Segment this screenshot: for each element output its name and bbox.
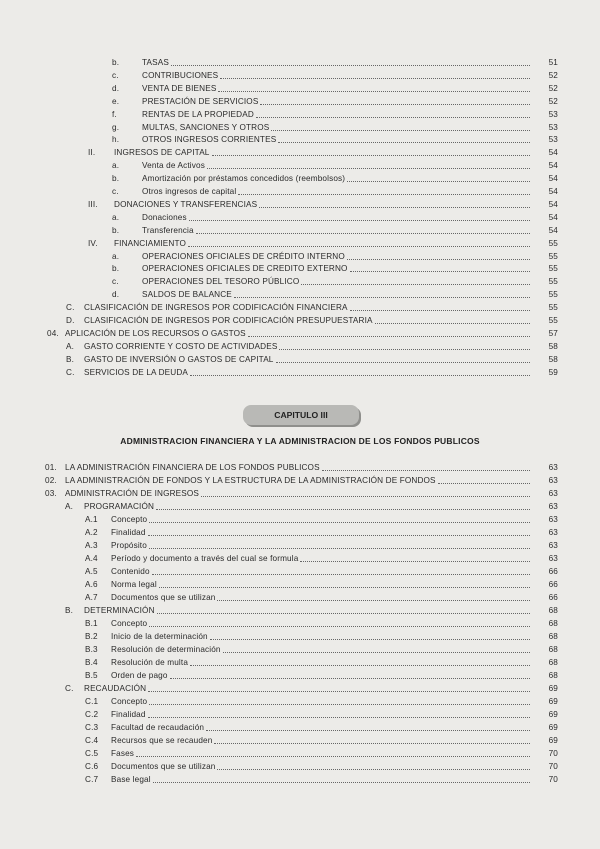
toc-entry-title: Fases <box>111 749 135 758</box>
toc-entry-title: DONACIONES Y TRANSFERENCIAS <box>114 199 258 209</box>
toc-entry-number: d. <box>112 83 120 93</box>
toc-entry-title: GASTO DE INVERSIÓN O GASTOS DE CAPITAL <box>84 354 274 364</box>
toc-entry <box>47 327 558 339</box>
toc-entry-page: 68 <box>548 671 558 680</box>
toc-entry <box>85 643 558 655</box>
dot-leader <box>279 348 530 350</box>
dot-leader <box>218 90 530 92</box>
toc-entry <box>112 133 558 145</box>
toc-entry-title: Donaciones <box>142 212 187 222</box>
toc-entry-number: C.6 <box>85 762 99 771</box>
toc-entry-page: 53 <box>548 135 558 145</box>
toc-entry <box>66 366 558 378</box>
dot-leader <box>300 560 530 562</box>
dot-leader <box>217 599 530 601</box>
toc-entry-number: C. <box>66 303 75 313</box>
toc-entry-title: FINANCIAMIENTO <box>114 238 187 248</box>
toc-entry-title: Concepto <box>111 697 148 706</box>
toc-entry-page: 55 <box>548 277 558 287</box>
toc-entry-page: 66 <box>548 593 558 602</box>
toc-entry-number: C.7 <box>85 775 99 784</box>
dot-leader <box>214 742 530 744</box>
toc-entry-page: 63 <box>548 515 558 524</box>
toc-entry <box>85 747 558 759</box>
toc-entry-title: Recursos que se recauden <box>111 736 213 745</box>
toc-entry-number: A.7 <box>85 593 98 602</box>
toc-entry-number: C. <box>66 367 75 377</box>
dot-leader <box>190 664 530 666</box>
toc-entry <box>66 353 558 365</box>
dot-leader <box>148 690 530 692</box>
toc-entry-number: C.5 <box>85 749 99 758</box>
toc-entry-number: 02. <box>45 476 57 485</box>
toc-entry <box>88 237 558 249</box>
dot-leader <box>171 64 530 66</box>
dot-leader <box>375 322 530 324</box>
toc-entry-number: A.2 <box>85 528 98 537</box>
dot-leader <box>234 296 530 298</box>
dot-leader <box>149 547 530 549</box>
dot-leader <box>149 625 530 627</box>
toc-entry-page: 68 <box>548 606 558 615</box>
toc-entry-page: 63 <box>548 528 558 537</box>
toc-entry <box>85 591 558 603</box>
toc-entry <box>112 121 558 133</box>
toc-entry <box>85 526 558 538</box>
dot-leader <box>260 103 530 105</box>
toc-entry <box>88 198 558 210</box>
toc-entry-title: Resolución de determinación <box>111 645 221 654</box>
toc-entry <box>85 630 558 642</box>
toc-entry-number: B.4 <box>85 658 98 667</box>
toc-entry-number: b. <box>112 264 120 274</box>
toc-entry-page: 58 <box>548 354 558 364</box>
dot-leader <box>159 586 530 588</box>
toc-entry-page: 68 <box>548 645 558 654</box>
toc-entry-page: 53 <box>548 109 558 119</box>
toc-entry-page: 69 <box>548 736 558 745</box>
toc-entry-title: DETERMINACIÓN <box>84 606 155 615</box>
toc-entry-title: SALDOS DE BALANCE <box>142 290 232 300</box>
toc-entry-title: Orden de pago <box>111 671 168 680</box>
toc-entry <box>65 500 558 512</box>
toc-entry-number: b. <box>112 58 120 67</box>
dot-leader <box>259 206 530 208</box>
toc-entry-number: c. <box>112 277 119 287</box>
toc-entry <box>85 773 558 785</box>
toc-entry-title: Contenido <box>111 567 150 576</box>
toc-entry-number: 01. <box>45 463 57 472</box>
toc-entry-title: Inicio de la determinación <box>111 632 208 641</box>
toc-entry-page: 63 <box>548 554 558 563</box>
toc-entry-number: A.6 <box>85 580 98 589</box>
dot-leader <box>206 729 530 731</box>
toc-entry-number: A.4 <box>85 554 98 563</box>
dot-leader <box>238 193 530 195</box>
dot-leader <box>223 651 530 653</box>
dot-leader <box>190 374 530 376</box>
toc-entry <box>66 314 558 326</box>
toc-entry-title: OPERACIONES OFICIALES DE CRÉDITO INTERNO <box>142 251 345 261</box>
toc-entry <box>85 617 558 629</box>
toc-entry-number: c. <box>112 187 119 196</box>
toc-entry <box>66 340 558 352</box>
toc-entry-title: LA ADMINISTRACIÓN FINANCIERA DE LOS FONDOS PUBLICOS <box>65 463 320 472</box>
toc-entry <box>85 721 558 733</box>
toc-entry-title: Venta de Activos <box>142 161 205 171</box>
toc-entry-page: 70 <box>548 749 558 758</box>
toc-entry <box>65 604 558 616</box>
toc-entry <box>85 695 558 707</box>
toc-entry-number: b. <box>112 174 120 184</box>
toc-entry <box>112 108 558 120</box>
dot-leader <box>217 768 530 770</box>
toc-entry-page: 52 <box>548 83 558 93</box>
toc-entry-page: 53 <box>548 122 558 132</box>
toc-entry-title: TASAS <box>142 58 169 67</box>
toc-entry-number: A.5 <box>85 567 98 576</box>
chapter-label-box <box>243 405 359 425</box>
dot-leader <box>350 270 530 272</box>
toc-entry <box>112 69 558 81</box>
toc-entry-title: Concepto <box>111 619 148 628</box>
toc-entry-title: ADMINISTRACIÓN DE INGRESOS <box>65 489 200 498</box>
toc-entry <box>112 185 558 197</box>
toc-entry <box>85 669 558 681</box>
toc-entry-page: 54 <box>548 225 558 235</box>
toc-entry <box>112 211 558 223</box>
dot-leader <box>207 167 530 169</box>
dot-leader <box>322 469 530 471</box>
toc-entry-number: A. <box>66 341 75 351</box>
toc-entry <box>45 487 558 499</box>
toc-entry-title: VENTA DE BIENES <box>142 83 217 93</box>
toc-entry-number: B. <box>65 606 74 615</box>
toc-entry <box>112 224 558 236</box>
toc-entry-number: a. <box>112 212 120 222</box>
dot-leader <box>212 154 530 156</box>
toc-entry-page: 55 <box>548 238 558 248</box>
toc-entry-number: g. <box>112 122 120 132</box>
toc-entry <box>112 95 558 107</box>
toc-entry-title: OTROS INGRESOS CORRIENTES <box>142 135 277 145</box>
toc-entry-title: Propósito <box>111 541 147 550</box>
toc-entry-number: A.1 <box>85 515 98 524</box>
toc-entry <box>112 56 558 68</box>
toc-entry <box>112 275 558 287</box>
toc-entry-page: 54 <box>548 174 558 184</box>
toc-entry <box>112 262 558 274</box>
dot-leader <box>220 77 530 79</box>
toc-entry <box>85 578 558 590</box>
toc-entry-page: 69 <box>548 684 558 693</box>
toc-entry-title: OPERACIONES OFICIALES DE CREDITO EXTERNO <box>142 264 348 274</box>
toc-entry-title: RENTAS DE LA PROPIEDAD <box>142 109 254 119</box>
toc-entry-title: MULTAS, SANCIONES Y OTROS <box>142 122 270 132</box>
toc-entry-page: 52 <box>548 70 558 80</box>
toc-entry-page: 54 <box>548 199 558 209</box>
dot-leader <box>438 482 530 484</box>
toc-entry-page: 55 <box>548 264 558 274</box>
toc-entry-title: Documentos que se utilizan <box>111 593 216 602</box>
toc-entry <box>85 656 558 668</box>
toc-entry-title: Concepto <box>111 515 148 524</box>
dot-leader <box>189 219 530 221</box>
toc-entry-page: 51 <box>548 58 558 67</box>
toc-entry <box>85 565 558 577</box>
toc-entry-title: INGRESOS DE CAPITAL <box>114 148 210 158</box>
toc-entry <box>112 172 558 184</box>
dot-leader <box>278 141 530 143</box>
toc-entry <box>66 301 558 313</box>
toc-entry-title: CLASIFICACIÓN DE INGRESOS POR CODIFICACIÓN FINANCIERA <box>84 303 348 313</box>
toc-entry-title: Facultad de recaudación <box>111 723 205 732</box>
toc-entry-title: SERVICIOS DE LA DEUDA <box>84 367 189 377</box>
toc-entry-number: f. <box>112 109 117 119</box>
toc-entry-title: APLICACIÓN DE LOS RECURSOS O GASTOS <box>65 328 246 338</box>
toc-entry-page: 70 <box>548 775 558 784</box>
toc-entry-page: 63 <box>548 489 558 498</box>
toc-entry-title: Otros ingresos de capital <box>142 187 237 196</box>
toc-entry-page: 69 <box>548 697 558 706</box>
toc-entry-number: h. <box>112 135 120 145</box>
toc-entry-number: C.2 <box>85 710 99 719</box>
toc-entry-title: RECAUDACIÓN <box>84 684 147 693</box>
toc-entry-number: B.5 <box>85 671 98 680</box>
toc-entry-title: Base legal <box>111 775 151 784</box>
toc-entry-page: 63 <box>548 502 558 511</box>
toc-entry-number: II. <box>88 148 96 158</box>
toc-entry-number: C.4 <box>85 736 99 745</box>
toc-entry-number: A. <box>65 502 74 511</box>
toc-entry-title: Resolución de multa <box>111 658 189 667</box>
toc-entry <box>45 461 558 473</box>
toc-entry-page: 52 <box>548 96 558 106</box>
toc-entry-title: CONTRIBUCIONES <box>142 70 219 80</box>
toc-entry-page: 69 <box>548 710 558 719</box>
dot-leader <box>148 716 530 718</box>
toc-entry-page: 54 <box>548 212 558 222</box>
toc-entry <box>65 682 558 694</box>
toc-entry <box>45 474 558 486</box>
toc-entry-title: Transferencia <box>142 225 194 235</box>
toc-entry-number: B.1 <box>85 619 98 628</box>
toc-entry-page: 55 <box>548 316 558 325</box>
toc-entry <box>85 539 558 551</box>
dot-leader <box>347 258 530 260</box>
chapter-title: ADMINISTRACION FINANCIERA Y LA ADMINISTRACION DE LOS FONDOS PUBLICOS <box>120 436 480 446</box>
toc-entry-number: e. <box>112 96 120 106</box>
toc-entry-title: Finalidad <box>111 528 146 537</box>
toc-entry-page: 68 <box>548 658 558 667</box>
chapter-label: CAPITULO III <box>274 410 328 420</box>
toc-entry-number: III. <box>88 199 98 209</box>
dot-leader <box>149 703 530 705</box>
toc-entry <box>85 734 558 746</box>
toc-entry-page: 55 <box>548 251 558 261</box>
toc-entry-number: C.1 <box>85 697 99 706</box>
toc-entry-number: 04. <box>47 328 59 338</box>
toc-entry-page: 54 <box>548 161 558 171</box>
dot-leader <box>301 283 530 285</box>
toc-entry <box>112 159 558 171</box>
toc-entry-title: OPERACIONES DEL TESORO PÚBLICO <box>142 277 300 287</box>
toc-entry-number: B. <box>66 354 75 364</box>
toc-entry-title: Amortización por préstamos concedidos (reembolsos) <box>142 174 346 184</box>
dot-leader <box>153 781 530 783</box>
toc-entry <box>85 513 558 525</box>
dot-leader <box>210 638 530 640</box>
dot-leader <box>350 309 530 311</box>
toc-entry-page: 63 <box>548 541 558 550</box>
toc-entry <box>88 146 558 158</box>
toc-entry-number: D. <box>66 316 75 325</box>
toc-entry-number: d. <box>112 290 120 300</box>
toc-entry-page: 55 <box>548 290 558 300</box>
toc-entry <box>112 82 558 94</box>
toc-entry-title: Norma legal <box>111 580 157 589</box>
toc-entry-number: C.3 <box>85 723 99 732</box>
dot-leader <box>136 755 530 757</box>
dot-leader <box>152 573 530 575</box>
toc-entry-number: 03. <box>45 489 57 498</box>
toc-entry-page: 66 <box>548 580 558 589</box>
toc-entry-page: 59 <box>548 367 558 377</box>
toc-entry-page: 63 <box>548 476 558 485</box>
toc-entry-page: 69 <box>548 723 558 732</box>
toc-entry-page: 55 <box>548 303 558 313</box>
toc-entry-title: Finalidad <box>111 710 146 719</box>
toc-entry-title: Período y documento a través del cual se formula <box>111 554 299 563</box>
toc-entry-number: IV. <box>88 238 98 248</box>
toc-entry-page: 54 <box>548 148 558 158</box>
dot-leader <box>157 612 530 614</box>
dot-leader <box>196 232 530 234</box>
dot-leader <box>149 521 530 523</box>
dot-leader <box>256 116 530 118</box>
dot-leader <box>188 245 530 247</box>
toc-entry-page: 54 <box>548 187 558 196</box>
toc-entry <box>112 250 558 262</box>
toc-entry-number: B.3 <box>85 645 98 654</box>
toc-entry-page: 66 <box>548 567 558 576</box>
dot-leader <box>170 677 530 679</box>
toc-entry-number: c. <box>112 70 119 80</box>
toc-entry-title: PRESTACIÓN DE SERVICIOS <box>142 96 259 106</box>
toc-entry-page: 70 <box>548 762 558 771</box>
dot-leader <box>347 180 530 182</box>
toc-entry-title: CLASIFICACIÓN DE INGRESOS POR CODIFICACIÓN PRESUPUESTARIA <box>84 316 373 325</box>
toc-entry-title: GASTO CORRIENTE Y COSTO DE ACTIVIDADES <box>84 341 278 351</box>
toc-entry-title: Documentos que se utilizan <box>111 762 216 771</box>
toc-entry <box>112 288 558 300</box>
toc-entry-page: 58 <box>548 341 558 351</box>
toc-entry-page: 57 <box>548 328 558 338</box>
toc-entry <box>85 708 558 720</box>
toc-entry-page: 68 <box>548 619 558 628</box>
dot-leader <box>201 495 530 497</box>
toc-entry-number: a. <box>112 161 120 171</box>
dot-leader <box>156 508 530 510</box>
toc-entry-title: PROGRAMACIÓN <box>84 502 155 511</box>
toc-entry <box>85 760 558 772</box>
toc-entry-page: 63 <box>548 463 558 472</box>
toc-entry <box>85 552 558 564</box>
toc-entry-number: A.3 <box>85 541 98 550</box>
toc-entry-number: b. <box>112 225 120 235</box>
toc-entry-title: LA ADMINISTRACIÓN DE FONDOS Y LA ESTRUCTURA DE LA ADMINISTRACIÓN DE FONDOS <box>65 476 436 485</box>
toc-entry-page: 68 <box>548 632 558 641</box>
dot-leader <box>148 534 530 536</box>
dot-leader <box>276 361 530 363</box>
toc-entry-number: C. <box>65 684 74 693</box>
toc-entry-number: B.2 <box>85 632 98 641</box>
toc-entry-number: a. <box>112 251 120 261</box>
dot-leader <box>248 335 530 337</box>
dot-leader <box>271 129 530 131</box>
